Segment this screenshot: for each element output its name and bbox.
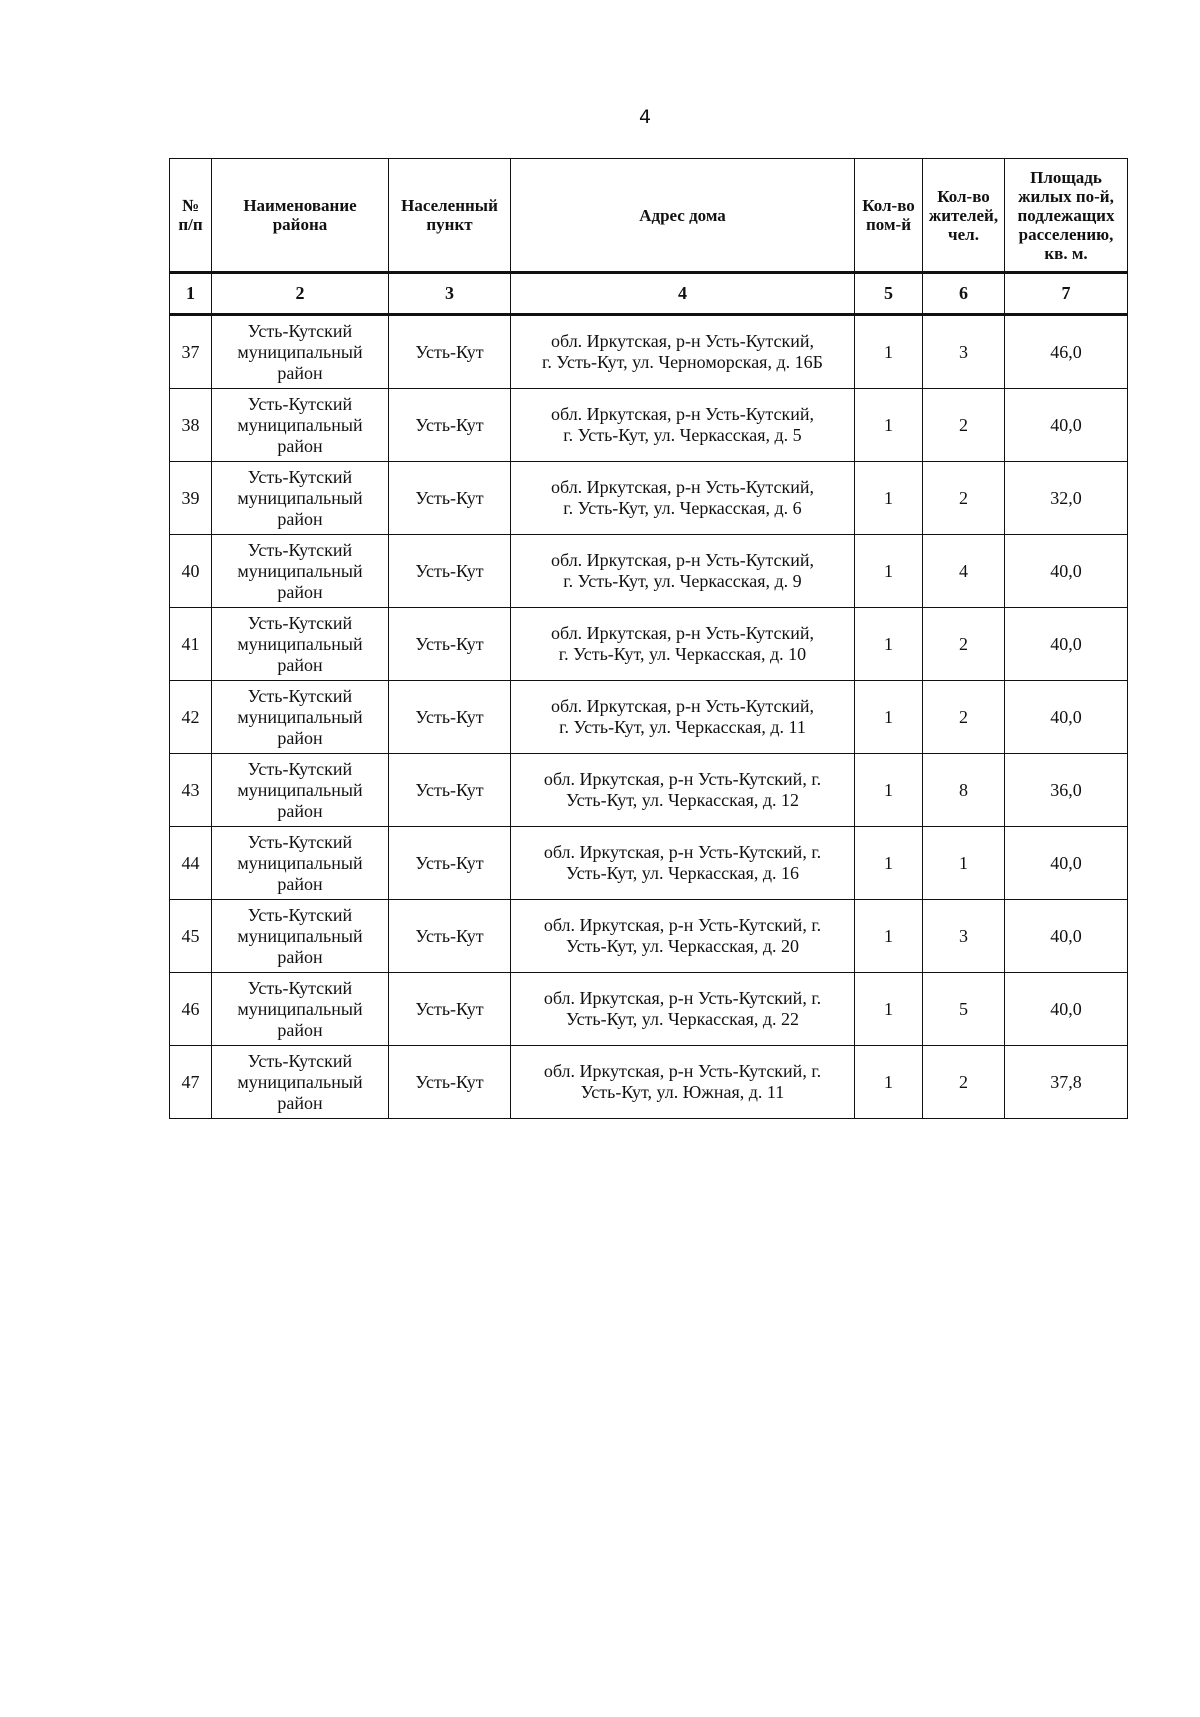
settlement-cell: Усть-Кут	[389, 535, 511, 608]
column-number-cell: 3	[389, 273, 511, 315]
rooms-count-cell: 1	[855, 1046, 923, 1119]
settlement-cell: Усть-Кут	[389, 754, 511, 827]
address-cell: обл. Иркутская, р-н Усть-Кутский, г. Усть-Кут, ул. Южная, д. 11	[511, 1046, 855, 1119]
column-number-cell: 7	[1005, 273, 1128, 315]
rooms-count-cell: 1	[855, 900, 923, 973]
district-cell: Усть-Кутский муниципальный район	[212, 315, 389, 389]
residents-count-cell: 2	[923, 462, 1005, 535]
row-number-cell: 44	[170, 827, 212, 900]
living-area-cell: 36,0	[1005, 754, 1128, 827]
living-area-cell: 40,0	[1005, 900, 1128, 973]
address-cell: обл. Иркутская, р-н Усть-Кутский, г. Усть-Кут, ул. Черкасская, д. 10	[511, 608, 855, 681]
residents-count-cell: 1	[923, 827, 1005, 900]
table-row	[170, 535, 1128, 608]
address-cell: обл. Иркутская, р-н Усть-Кутский, г. Усть-Кут, ул. Черкасская, д. 12	[511, 754, 855, 827]
settlement-cell: Усть-Кут	[389, 389, 511, 462]
settlement-cell: Усть-Кут	[389, 681, 511, 754]
address-cell: обл. Иркутская, р-н Усть-Кутский, г. Усть-Кут, ул. Черкасская, д. 9	[511, 535, 855, 608]
settlement-cell: Усть-Кут	[389, 608, 511, 681]
district-cell: Усть-Кутский муниципальный район	[212, 900, 389, 973]
settlement-cell: Усть-Кут	[389, 827, 511, 900]
residents-count-cell: 3	[923, 315, 1005, 389]
address-cell: обл. Иркутская, р-н Усть-Кутский, г. Усть-Кут, ул. Черкасская, д. 16	[511, 827, 855, 900]
header-cell-number: № п/п	[170, 159, 212, 273]
residents-count-cell: 8	[923, 754, 1005, 827]
header-cell-rooms: Кол-во пом-й	[855, 159, 923, 273]
row-number-cell: 37	[170, 315, 212, 389]
living-area-cell: 37,8	[1005, 1046, 1128, 1119]
table-row	[170, 973, 1128, 1046]
residents-count-cell: 2	[923, 1046, 1005, 1119]
column-number-cell: 4	[511, 273, 855, 315]
table-row	[170, 900, 1128, 973]
living-area-cell: 40,0	[1005, 389, 1128, 462]
district-cell: Усть-Кутский муниципальный район	[212, 973, 389, 1046]
header-cell-settlement: Населенный пункт	[389, 159, 511, 273]
address-cell: обл. Иркутская, р-н Усть-Кутский, г. Усть-Кут, ул. Черкасская, д. 11	[511, 681, 855, 754]
housing-table	[169, 158, 1128, 1119]
row-number-cell: 47	[170, 1046, 212, 1119]
row-number-cell: 46	[170, 973, 212, 1046]
residents-count-cell: 4	[923, 535, 1005, 608]
row-number-cell: 45	[170, 900, 212, 973]
row-number-cell: 41	[170, 608, 212, 681]
table-row	[170, 608, 1128, 681]
residents-count-cell: 2	[923, 608, 1005, 681]
residents-count-cell: 3	[923, 900, 1005, 973]
living-area-cell: 40,0	[1005, 608, 1128, 681]
district-cell: Усть-Кутский муниципальный район	[212, 462, 389, 535]
header-cell-residents: Кол-во жителей, чел.	[923, 159, 1005, 273]
address-cell: обл. Иркутская, р-н Усть-Кутский, г. Усть-Кут, ул. Черкасская, д. 20	[511, 900, 855, 973]
rooms-count-cell: 1	[855, 535, 923, 608]
living-area-cell: 40,0	[1005, 535, 1128, 608]
residents-count-cell: 2	[923, 681, 1005, 754]
header-cell-area: Площадь жилых по-й, подлежащих расселению, кв. м.	[1005, 159, 1128, 273]
address-cell: обл. Иркутская, р-н Усть-Кутский, г. Усть-Кут, ул. Черкасская, д. 6	[511, 462, 855, 535]
table-row	[170, 1046, 1128, 1119]
settlement-cell: Усть-Кут	[389, 462, 511, 535]
row-number-cell: 38	[170, 389, 212, 462]
rooms-count-cell: 1	[855, 462, 923, 535]
district-cell: Усть-Кутский муниципальный район	[212, 389, 389, 462]
row-number-cell: 39	[170, 462, 212, 535]
row-number-cell: 40	[170, 535, 212, 608]
column-number-cell: 5	[855, 273, 923, 315]
rooms-count-cell: 1	[855, 315, 923, 389]
page-number: 4	[638, 106, 652, 128]
rooms-count-cell: 1	[855, 389, 923, 462]
settlement-cell: Усть-Кут	[389, 973, 511, 1046]
living-area-cell: 40,0	[1005, 681, 1128, 754]
living-area-cell: 40,0	[1005, 973, 1128, 1046]
table-row	[170, 315, 1128, 389]
address-cell: обл. Иркутская, р-н Усть-Кутский, г. Усть-Кут, ул. Черкасская, д. 5	[511, 389, 855, 462]
header-row	[170, 159, 1128, 273]
district-cell: Усть-Кутский муниципальный район	[212, 608, 389, 681]
district-cell: Усть-Кутский муниципальный район	[212, 754, 389, 827]
rooms-count-cell: 1	[855, 827, 923, 900]
table-row	[170, 389, 1128, 462]
settlement-cell: Усть-Кут	[389, 900, 511, 973]
row-number-cell: 43	[170, 754, 212, 827]
column-number-cell: 6	[923, 273, 1005, 315]
rooms-count-cell: 1	[855, 754, 923, 827]
rooms-count-cell: 1	[855, 973, 923, 1046]
header-cell-address: Адрес дома	[511, 159, 855, 273]
residents-count-cell: 2	[923, 389, 1005, 462]
district-cell: Усть-Кутский муниципальный район	[212, 1046, 389, 1119]
address-cell: обл. Иркутская, р-н Усть-Кутский, г. Усть-Кут, ул. Черноморская, д. 16Б	[511, 315, 855, 389]
header-cell-district: Наименование района	[212, 159, 389, 273]
table-row	[170, 827, 1128, 900]
rooms-count-cell: 1	[855, 608, 923, 681]
living-area-cell: 32,0	[1005, 462, 1128, 535]
table-row	[170, 681, 1128, 754]
column-number-cell: 1	[170, 273, 212, 315]
district-cell: Усть-Кутский муниципальный район	[212, 681, 389, 754]
district-cell: Усть-Кутский муниципальный район	[212, 535, 389, 608]
column-number-row	[170, 273, 1128, 315]
living-area-cell: 46,0	[1005, 315, 1128, 389]
residents-count-cell: 5	[923, 973, 1005, 1046]
district-cell: Усть-Кутский муниципальный район	[212, 827, 389, 900]
row-number-cell: 42	[170, 681, 212, 754]
living-area-cell: 40,0	[1005, 827, 1128, 900]
column-number-cell: 2	[212, 273, 389, 315]
table-row	[170, 462, 1128, 535]
table-row	[170, 754, 1128, 827]
rooms-count-cell: 1	[855, 681, 923, 754]
settlement-cell: Усть-Кут	[389, 1046, 511, 1119]
address-cell: обл. Иркутская, р-н Усть-Кутский, г. Усть-Кут, ул. Черкасская, д. 22	[511, 973, 855, 1046]
settlement-cell: Усть-Кут	[389, 315, 511, 389]
